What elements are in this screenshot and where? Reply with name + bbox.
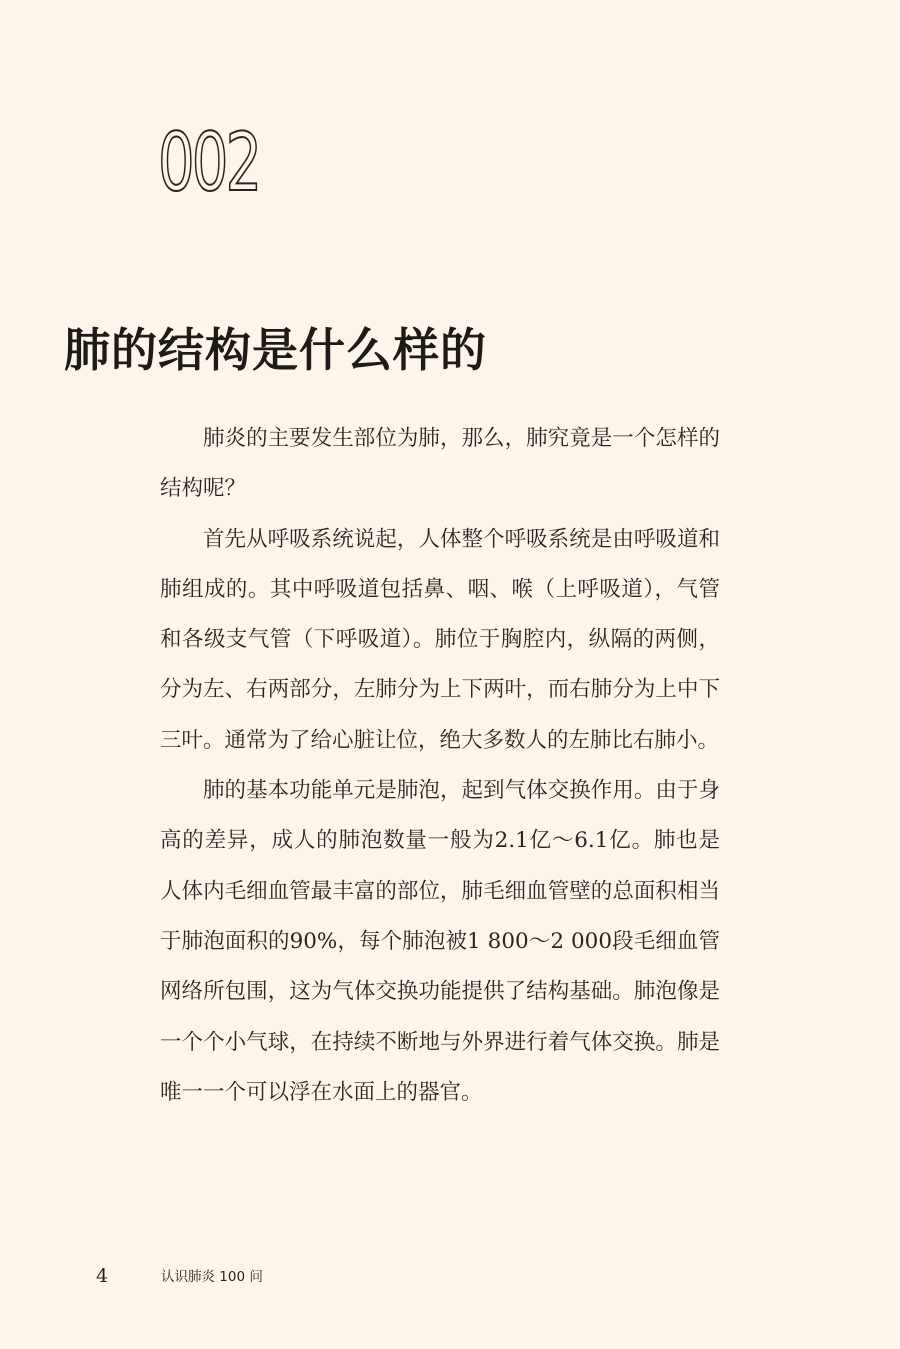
- article-body: [160, 414, 720, 1118]
- paragraph: 首先从呼吸系统说起，人体整个呼吸系统是由呼吸道和肺组成的。其中呼吸道包括鼻、咽、喉（上呼吸道），气管和各级支气管（下呼吸道）。肺位于胸腔内，纵隔的两侧，分为左、右两部分，左肺分为上下两叶，而右肺分为上中下三叶。通常为了给心脏让位，绝大多数人的左肺比右肺小。: [160, 526, 720, 753]
- running-footer-title: 认识肺炎 100 问: [161, 1269, 263, 1285]
- page-title: 肺的结构是什么样的: [64, 323, 487, 377]
- page-number: 4: [96, 1265, 109, 1287]
- paragraph: 肺炎的主要发生部位为肺，那么，肺究竟是一个怎样的结构呢？: [160, 426, 720, 502]
- paragraph: 肺的基本功能单元是肺泡，起到气体交换作用。由于身高的差异，成人的肺泡数量一般为2.1亿～6.1亿。肺也是人体内毛细血管最丰富的部位，肺毛细血管壁的总面积相当于肺泡面积的90%，每个肺泡被1 800～2 000段毛细血管网络所包围，这为气体交换功能提供了结构基础。肺泡像是一个个小气球，在持续不断地与外界进行着气体交换。肺是唯一一个可以浮在水面上的器官。: [160, 778, 720, 1105]
- chapter-number: 002: [158, 116, 260, 209]
